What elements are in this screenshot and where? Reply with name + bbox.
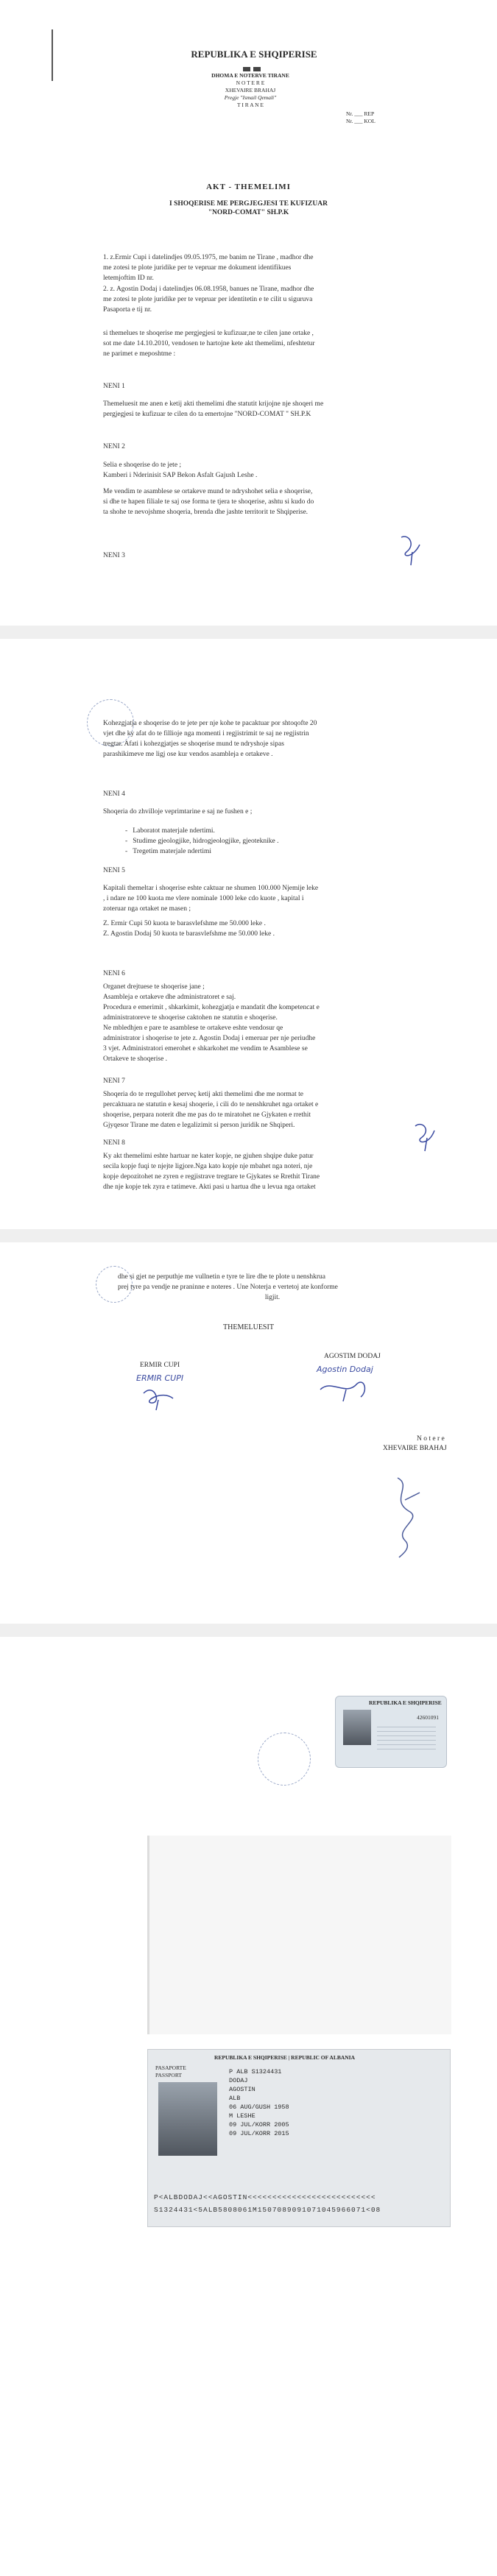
page-3 [0, 1250, 497, 1618]
reference-stamp [346, 110, 427, 130]
party-2 [103, 284, 398, 315]
page-2 [0, 646, 497, 1220]
article-2-line: ta shohe te nevojshme shoqeria, brenda dhe jashte territorit te Shqiperise. [103, 509, 309, 516]
page-1 [0, 0, 497, 618]
document-title: AKT - THEMELIMI [206, 183, 291, 191]
notary-name: XHEVAIRE BRAHAJ [225, 87, 276, 93]
party-2-line: me zotesi te plote juridike per te vepruar per identitetin e te cilit u siguruva [103, 296, 313, 303]
passport-field: AGOSTIN [229, 2086, 255, 2093]
page-separator [0, 1624, 497, 1637]
article-6-line: administrator i shoqerise te jete z. Agostin Dodaj i emeruar per nje periudhe [103, 1035, 316, 1042]
intro-paragraph [103, 328, 398, 359]
document-subtitle: I SHOQERISE ME PERGJEGJESI TE KUFIZUAR [169, 200, 328, 208]
intro-line: si themelues te shoqerise me pergjegjesi te kufizuar,ne te cilen jane ortake , [103, 330, 314, 337]
closing-line: ligjit. [264, 1294, 281, 1301]
founder-1-signature [140, 1382, 184, 1412]
article-7-text [103, 1089, 412, 1130]
party-1 [103, 252, 398, 283]
share-line: Z. Ermir Cupi 50 kuota te barasvlefshme me 50.000 leke . [103, 920, 266, 927]
passport-photo [158, 2082, 217, 2156]
page-separator [0, 1229, 497, 1242]
page-separator [0, 626, 497, 639]
notary-city: T I R A N E [237, 102, 264, 108]
activity-label: Laboratot materjale ndertimi. [133, 827, 215, 835]
article-8-line: Ky akt themelimi eshte hartuar ne kater kopje, ne gjuhen shqipe duke patur [103, 1153, 314, 1160]
article-2-line: Selia e shoqerise do te jete ; [103, 461, 182, 469]
article-6-line: Organet drejtuese te shoqerise jane ; [103, 983, 205, 991]
article-6-line: Asambleja e ortakeve dhe administratoret e saj. [103, 994, 236, 1001]
initials-signature [412, 1117, 442, 1154]
founders-heading: THEMELUESIT [223, 1323, 274, 1331]
republic-heading: REPUBLIKA E SHQIPERISE [191, 49, 317, 60]
article-6-line: Procedura e emerimit , shkarkimit, kohezgjatja e mandatit dhe kompetencat e [103, 1004, 320, 1011]
article-6-heading: NENI 6 [103, 970, 125, 977]
article-2-line: Kamberi i Nderinisit SAP Bekon Asfalt Gajush Leshe . [103, 472, 258, 479]
article-7-line: Gjyqesor Tirane me daten e legalizimit si person juridik ne Shqiperi. [103, 1122, 295, 1129]
notary-signature [383, 1471, 434, 1559]
chamber-name: DHOMA E NOTERVE TIRANE [211, 72, 289, 79]
party-2-line: Pasaporta e tij nr. [103, 306, 152, 314]
article-7-line: shoqerise, perpara noterit dhe me pas do te miratohet ne Gjykaten e rrethit [103, 1111, 311, 1119]
founder-2-name: AGOSTIM DODAJ [324, 1353, 381, 1360]
closing-line: prej tyre pa vendje ne praninne e noteres . Une Noterja e vertetoj ate konforme [118, 1284, 338, 1291]
passport-field: 09 JUL/KORR 2015 [229, 2130, 289, 2137]
margin-line [52, 29, 53, 81]
article-5-text [103, 883, 412, 939]
page-4 [0, 1637, 497, 2576]
article-3-line: vjet dhe ky afat do te fillioje nga momenti i regjistrimit te saj ne regjistrin [103, 730, 309, 737]
closing-line: dhe si gjet ne perputhje me vullnetin e tyre te lire dhe te plote u nenshkrua [118, 1273, 326, 1281]
party-1-line: 1. z.Ermir Cupi i datelindjes 09.05.1975, me banim ne Tirane , madhor dhe [103, 254, 314, 261]
article-3-text [103, 718, 412, 760]
passport-mrz-line-2: S1324431<5ALB5808061M1507089091071045966071<08 [154, 2206, 381, 2214]
notary-address: Pregje "Ismail Qemali" [224, 94, 277, 101]
article-8-heading: NENI 8 [103, 1139, 125, 1147]
passport-upper-page [147, 1836, 451, 2034]
article-3-line: tregtar. Afati i kohezgjatjes se shoqerise mund te ndryshoje sipas [103, 740, 284, 748]
passport-field: DODAJ [229, 2077, 248, 2084]
article-3-line: parashikimeve me ligj ose kur vendos asambleja e ortakeve . [103, 751, 273, 758]
article-4-heading: NENI 4 [103, 790, 125, 798]
article-7-line: Shoqeria do te rregullohet perveç ketij akti themelimi dhe me normat te [103, 1091, 303, 1098]
notary-seal [258, 1733, 311, 1786]
article-1-line: pergjegjesi te kufizuar te cilen do ta emertojne "NORD-COMAT " SH.P.K [103, 411, 311, 418]
article-7-heading: NENI 7 [103, 1078, 125, 1085]
notary-signer-name: XHEVAIRE BRAHAJ [383, 1445, 447, 1452]
article-3-heading: NENI 3 [103, 552, 125, 559]
passport-label: PASAPORTE PASSPORT [155, 2064, 186, 2078]
party-1-line: me zotesi te plote juridike per te vepruar me dokument identifikues [103, 264, 292, 272]
article-3-line: Kohezgjatja e shoqerise do te jete per nje kohe te pacaktuar por shtoqofte 20 [103, 720, 317, 727]
id-card-photo [343, 1710, 371, 1745]
article-6-line: administratoreve te shoqerise caktohen ne statutin e shoqerise. [103, 1014, 278, 1022]
closing-paragraph [118, 1272, 427, 1303]
article-8-line: dhe nje kopje tek zyra e tatimeve. Akti pasi u hartua dhe u levua nga ortaket [103, 1183, 316, 1191]
article-2-heading: NENI 2 [103, 443, 125, 450]
founder-1-name: ERMIR CUPI [140, 1362, 180, 1369]
article-5-line: , i ndare ne 100 kuota me vlere nominale 1000 leke cdo kuote , kapital i [103, 895, 304, 902]
passport-fields [229, 2067, 435, 2138]
article-2-line: si dhe te hapen filiale te saj ose forma te tjera te shoqerise, ashtu si kudo do [103, 498, 314, 506]
activities-list [125, 826, 405, 857]
share-line: Z. Agostin Dodaj 50 kuota te barasvlefshme me 50.000 leke . [103, 930, 275, 938]
passport-field: 09 JUL/KORR 2005 [229, 2121, 289, 2129]
article-2-text [103, 460, 398, 517]
reference-number-kol: Nr. ___ KOL [346, 118, 376, 124]
article-8-text [103, 1151, 412, 1192]
article-6-text [103, 982, 412, 1064]
initials-signature [398, 530, 427, 567]
notary-label: N o t e r e [417, 1435, 445, 1443]
intro-line: ne parimet e meposhtme : [103, 350, 176, 358]
activity-item: - Tregetim materjale ndertimi [125, 848, 212, 855]
id-card-fields [377, 1723, 436, 1752]
article-1-heading: NENI 1 [103, 383, 125, 390]
passport-mrz-line-1: P<ALBDODAJ<<AGOSTIN<<<<<<<<<<<<<<<<<<<<<<<<<< [154, 2193, 376, 2201]
founder-2-signature [317, 1375, 376, 1404]
activity-label: Studime gjeologjike, hidrogjeologjike, gjeoteknike . [133, 838, 279, 845]
id-card [335, 1696, 447, 1768]
activity-item: - Studime gjeologjike, hidrogjeologjike, gjeoteknike . [125, 838, 279, 845]
company-name: "NORD-COMAT" SH.P.K [208, 209, 289, 216]
article-6-line: Ortakeve te shoqerise . [103, 1055, 168, 1063]
passport-field: 06 AUG/GUSH 1958 [229, 2103, 289, 2111]
article-7-line: percaktuara ne statutin e kesaj shoqerie, i cili do te nenshkruhet nga ortaket e [103, 1101, 319, 1108]
activity-item: - Laboratot materjale ndertimi. [125, 827, 215, 835]
passport-field: ALB [229, 2095, 241, 2102]
article-6-line: 3 vjet. Administratori emerohet e shkarkohet me vendim te Asamblese se [103, 1045, 308, 1052]
activity-label: Tregetim materjale ndertimi [133, 848, 212, 855]
id-card-number: 42601091 [417, 1714, 439, 1721]
passport-data-page [147, 2049, 451, 2227]
article-5-line: Kapitali themeltar i shoqerise eshte caktuar ne shumen 100.000 Njemije leke [103, 885, 319, 892]
intro-line: sot me date 14.10.2010, vendosen te hartojne kete akt themelimi, nfeshtetur [103, 340, 315, 347]
article-4-text: Shoqeria do zhvilloje veprimtarine e saj ne fushen e ; [103, 808, 253, 815]
founder-2-handwritten: Agostin Dodaj [317, 1365, 373, 1374]
article-1-text [103, 399, 398, 420]
founder-1-handwritten: ERMIR CUPI [136, 1373, 184, 1383]
article-2-line: Me vendim te asamblese se ortakeve mund te ndryshohet selia e shoqerise, [103, 488, 313, 495]
article-5-line: zoteruar nga ortaket ne masen ; [103, 905, 191, 913]
article-6-line: Ne mbledhjen e pare te asamblese te ortakeve eshte vendosur qe [103, 1025, 283, 1032]
article-8-line: kopje depozitohet ne zyren e regjistrave tregtare te Gjykates se Rrethit Tirane [103, 1173, 320, 1181]
reference-number-rep: Nr. ___ REP [346, 110, 375, 117]
emblem-icon [243, 63, 261, 71]
passport-field: M LESHE [229, 2112, 255, 2120]
article-8-line: secila kopje fuqi te njejte ligjore.Nga kato kopje nje mbahet nga noteri, nje [103, 1163, 313, 1170]
party-1-line: letemjoftim ID nr. [103, 275, 154, 282]
article-5-heading: NENI 5 [103, 867, 125, 874]
passport-field: P ALB S1324431 [229, 2068, 282, 2076]
id-card-header: REPUBLIKA E SHQIPERISE [369, 1699, 442, 1706]
article-1-line: Themeluesit me anen e ketij akti themelimi dhe statutit krijojne nje shoqeri me [103, 400, 324, 408]
notary-word: N O T E R E [236, 79, 265, 86]
party-2-line: 2. z. Agostin Dodaj i datelindjes 06.08.1958, banues ne Tirane, madhor dhe [103, 286, 314, 293]
passport-header: REPUBLIKA E SHQIPERISE | REPUBLIC OF ALBANIA [214, 2054, 355, 2061]
